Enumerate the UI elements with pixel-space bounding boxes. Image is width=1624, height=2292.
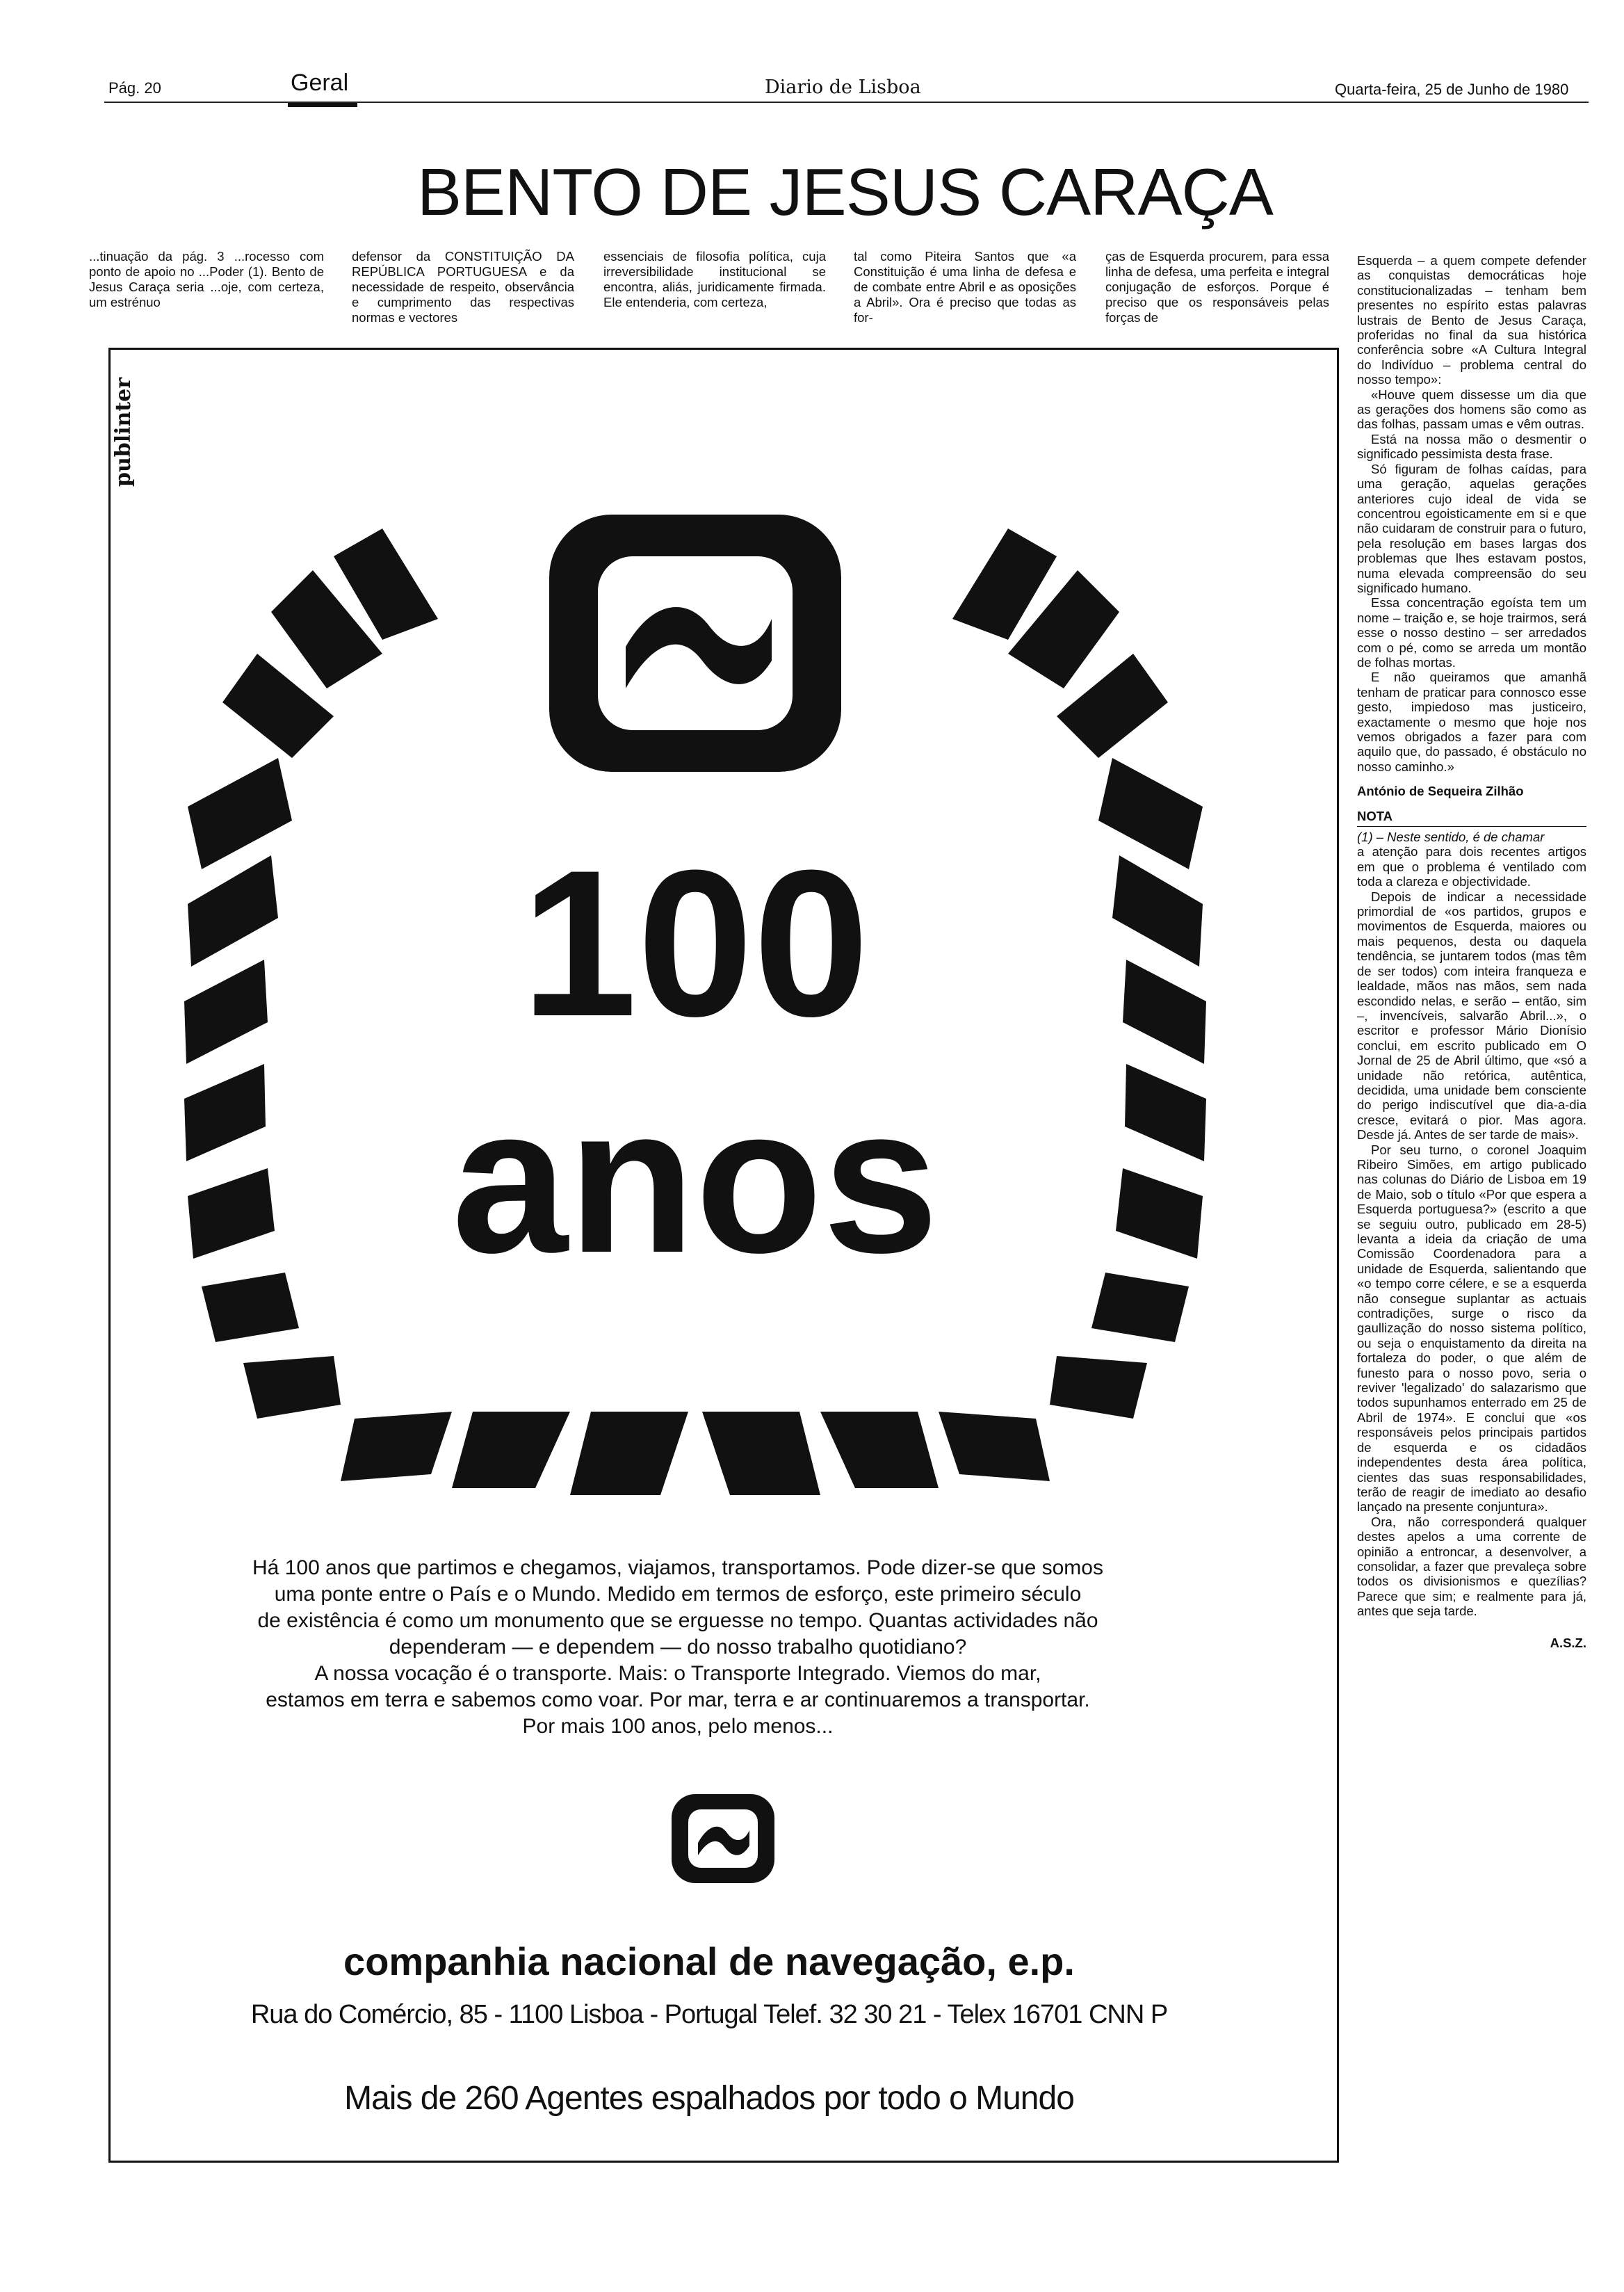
article-column-3: essenciais de filosofia política, cuja irreversibilidade institucional se encontra, aliás, juridicamente firmada. Ele entenderia, com certeza, [603, 249, 826, 309]
issue-date: Quarta-feira, 25 de Junho de 1980 [1335, 81, 1569, 98]
nota-paragraph: a atenção para dois recentes artigos em que o problema é ventilado com toda a clareza e objectividade. [1357, 844, 1586, 889]
wreath-leaf [702, 1412, 820, 1495]
nota-title: NOTA [1357, 808, 1393, 823]
ad-agency-credit: publinter [111, 377, 136, 487]
article-column-4: tal como Piteira Santos que «a Constituição é uma linha de defesa e de combate entre Abril e as oposições a Abril». Ora é preciso que todas as for- [854, 249, 1076, 325]
wreath-leaf [188, 758, 292, 869]
wreath-leaf [341, 1412, 452, 1481]
section-label: Geral [291, 70, 349, 96]
company-address: Rua do Comércio, 85 - 1100 Lisboa - Portugal Telef. 32 30 21 - Telex 16701 CNN P [250, 2000, 1168, 2029]
header-rule [104, 102, 1589, 103]
nota-lead: (1) – Neste sentido, é de chamar [1357, 830, 1545, 845]
sidebar-paragraph: Essa concentração egoísta tem um nome – traição e, se hoje trairmos, será esse o nosso destino – ser arredados com o pé, como se arreda um montão de folhas mortas. [1357, 595, 1586, 670]
nota-rule [1357, 826, 1586, 827]
nota-paragraph: Por seu turno, o coronel Joaquim Ribeiro Simões, em artigo publicado nas colunas do Diário de Lisboa em 19 de Maio, sob o título «Por que espera a Esquerda portuguesa?» (escrito a que se seguiu outro, publicado em 28-5) levanta a ideia da criação de uma Comissão Coordenadora para a unidade de Esquerda, salientando que «o tempo corre célere, e se a esquerda não consegue suplantar as actuais contradições, surge o risco da gaullização do nosso sistema político, ou seja o enquistamento da direita na fortaleza do poder, o que além de funesto para o nosso povo, seria o reviver 'legalizado' do salazarismo que todos supunhamos enterrado em 25 de Abril de 1974». E conclui que «os responsáveis pelos principais partidos de esquerda e os cidadãos independentes desta área política, cientes das suas responsabilidades, terão de reagir de imediato ao desafio lançado na presente conjuntura». [1357, 1142, 1586, 1515]
ad-body-line: uma ponte entre o País e o Mundo. Medido em termos de esforço, este primeiro século [274, 1583, 1082, 1606]
article-column-2: defensor da CONSTITUIÇÃO DA REPÚBLICA PORTUGUESA e da necessidade de respeito, observância e cumprimento das respectivas normas e vectores [352, 249, 574, 325]
wreath-leaf [939, 1412, 1050, 1481]
wreath-leaf [1098, 758, 1203, 869]
wreath-leaf [1050, 1356, 1147, 1419]
article-title: BENTO DE JESUS CARAÇA [417, 155, 1273, 229]
wreath-leaf [184, 1064, 266, 1161]
wreath-leaf [1125, 1064, 1206, 1161]
wreath-leaf [570, 1412, 688, 1495]
wreath-leaf [820, 1412, 939, 1488]
wreath-leaf [243, 1356, 341, 1419]
ad-big-word: anos [451, 1063, 939, 1296]
section-underline [288, 103, 357, 107]
nota-paragraph: Ora, não corresponderá qualquer destes apelos a uma corrente de opinião a entroncar, a desenvolver, a consolidar, a fazer que prevaleça sobre todos os divisionismos e quezílias? Parece que sim; e realmente para já, antes que seja tarde. [1357, 1514, 1586, 1619]
ad-body-line: estamos em terra e sabemos como voar. Por mar, terra e ar continuaremos a transportar. [266, 1688, 1090, 1711]
wreath-leaf [452, 1412, 570, 1488]
ad-body-line: Há 100 anos que partimos e chegamos, viajamos, transportamos. Pode dizer-se que somos [252, 1556, 1103, 1579]
wreath-leaf [1123, 960, 1206, 1064]
wreath-leaf [1116, 1168, 1203, 1259]
page-number: Pág. 20 [108, 79, 161, 97]
ad-body-line: de existência é como um monumento que se erguesse no tempo. Quantas actividades não [257, 1609, 1098, 1632]
wreath-leaf [202, 1273, 299, 1342]
article-signature: A.S.Z. [1550, 1635, 1586, 1650]
sidebar-paragraph: Só figuram de folhas caídas, para uma geração, aquelas gerações anteriores cujo ideal de vida se concentrou egoisticamente em si e que não cuidaram de construir para o futuro, pela resolução em bases largas dos problemas que lhes estavam postos, numa elevada compreensão do seu significado humano. [1357, 461, 1586, 595]
sidebar-paragraph: «Houve quem dissesse um dia que as gerações dos homens são como as das folhas, passam umas e vêm outras. [1357, 387, 1586, 432]
article-sidebar-column [1357, 253, 1586, 1650]
company-tagline: Mais de 260 Agentes espalhados por todo o Mundo [344, 2080, 1074, 2117]
wreath-leaf [184, 960, 268, 1064]
ad-body-line: A nossa vocação é o transporte. Mais: o Transporte Integrado. Viemos do mar, [314, 1662, 1041, 1685]
wreath-leaf [1112, 855, 1203, 967]
ad-body-line: Por mais 100 anos, pelo menos... [522, 1715, 834, 1738]
masthead: Diario de Lisboa [765, 76, 921, 98]
wreath-leaf [1091, 1273, 1189, 1342]
company-logo [672, 1794, 774, 1883]
nota-paragraph: Depois de indicar a necessidade primordial de «os partidos, grupos e movimentos de Esquerda, maiores ou mais pequenos, desta ou daquela tendência, se juntarem todos (mas têm de ser todos) com inteira franqueza e lealdade, mãos nas mãos, sem nada escondido nelas, e serão – então, sim –, invencíveis, salvarão Abril...», o escritor e professor Mário Dionísio conclui, em escrito publicado em O Jornal de 25 de Abril último, que «só a unidade não retórica, autêntica, decidida, uma unidade bem consciente do perigo indiscutível que dia-a-dia cresce, evitará o pior. Mas agora. Desde já. Antes de ser tarde de mais». [1357, 889, 1586, 1143]
sidebar-paragraph: Esquerda – a quem compete defender as conquistas democráticas hoje constitucionalizadas – tenham bem presentes no espírito estas palavras lustrais de Bento de Jesus Caraça, proferidas no final da sua histórica conferência sobre «A Cultura Integral do Indivíduo – problema central do nosso tempo»: [1357, 253, 1586, 387]
sidebar-paragraph: Está na nossa mão o desmentir o significado pessimista desta frase. [1357, 431, 1586, 462]
wreath-leaf [188, 1168, 275, 1259]
wreath-leaf [188, 855, 278, 967]
company-name: companhia nacional de navegação, e.p. [343, 1939, 1075, 1983]
ad-wreath-graphic [174, 515, 1217, 1516]
article-column-5: ças de Esquerda procurem, para essa linha de defesa, uma perfeita e integral conjugação de esforços. Porque é preciso que os responsáveis pelas forças de [1105, 249, 1329, 325]
sidebar-paragraph: E não queiramos que amanhã tenham de praticar para connosco esse gesto, impiedoso mas justiceiro, exactamente o mesmo que hoje nos vemos obrigados a fazer para com aquilo que, do passado, é obstáculo no nosso caminho.» [1357, 670, 1586, 774]
ad-big-number: 100 [521, 826, 870, 1060]
ad-body-line: dependeram — e dependem — do nosso trabalho quotidiano? [389, 1636, 967, 1659]
wreath-emblem [549, 515, 841, 772]
article-author: António de Sequeira Zilhão [1357, 784, 1524, 799]
article-column-1: ...tinuação da pág. 3 ...rocesso com ponto de apoio no ...Poder (1). Bento de Jesus Caraça seria ...oje, com certeza, um estrénuo [89, 249, 324, 309]
